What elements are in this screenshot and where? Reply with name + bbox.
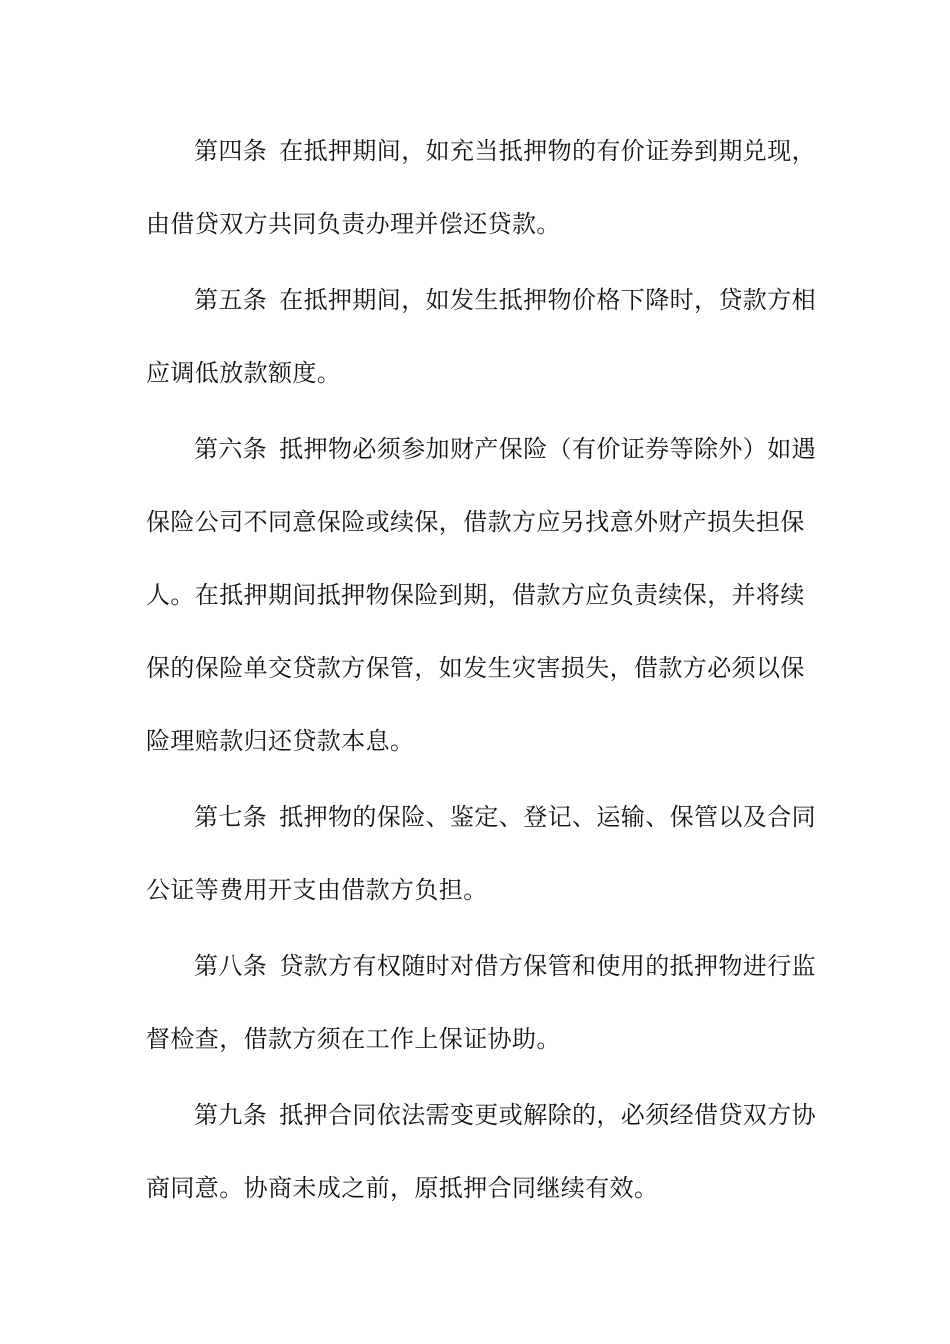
article-6-text-1: 抵押物必须参加财产保险（有价证券等除外）如遇 [279, 435, 817, 463]
article-4-paragraph [146, 127, 817, 273]
article-5-line-1 [146, 276, 817, 349]
article-8-line-2: 督检查，借款方须在工作上保证协助。 [146, 1025, 561, 1053]
article-7-number: 第七条 [194, 803, 268, 831]
article-5-number: 第五条 [194, 286, 268, 314]
article-6-line-5: 险理赔款归还贷款本息。 [146, 727, 415, 755]
article-8-line-1 [146, 942, 817, 1015]
article-7-paragraph [146, 793, 817, 939]
article-6-line-2: 保险公司不同意保险或续保，借款方应另找意外财产损失担保 [146, 508, 805, 536]
article-7-line-2: 公证等费用开支由借款方负担。 [146, 876, 488, 904]
article-5-paragraph [146, 276, 817, 422]
article-8-number: 第八条 [194, 952, 268, 980]
article-4-number: 第四条 [194, 137, 268, 165]
article-9-line-1 [146, 1091, 817, 1164]
article-6-line-3: 人。在抵押期间抵押物保险到期，借款方应负责续保，并将续 [146, 581, 805, 609]
article-7-text-1: 抵押物的保险、鉴定、登记、运输、保管以及合同 [279, 803, 817, 831]
article-4-text-1: 在抵押期间，如充当抵押物的有价证券到期兑现， [279, 137, 817, 165]
article-9-paragraph [146, 1091, 817, 1237]
article-7-line-1 [146, 793, 817, 866]
article-4-line-2: 由借贷双方共同负责办理并偿还贷款。 [146, 210, 561, 238]
article-6-line-4: 保的保险单交贷款方保管，如发生灾害损失，借款方必须以保 [146, 654, 805, 682]
article-5-text-1: 在抵押期间，如发生抵押物价格下降时，贷款方相 [279, 286, 817, 314]
article-4-line-1 [146, 127, 817, 200]
article-6-number: 第六条 [194, 435, 268, 463]
article-8-paragraph [146, 942, 817, 1088]
article-5-line-2: 应调低放款额度。 [146, 359, 342, 387]
article-9-line-2: 商同意。协商未成之前，原抵押合同继续有效。 [146, 1174, 659, 1202]
article-6-paragraph [146, 425, 817, 790]
contract-body [146, 127, 817, 1240]
article-9-text-1: 抵押合同依法需变更或解除的，必须经借贷双方协 [279, 1101, 817, 1129]
article-9-number: 第九条 [194, 1101, 268, 1129]
article-6-line-1 [146, 425, 817, 498]
article-8-text-1: 贷款方有权随时对借方保管和使用的抵押物进行监 [279, 952, 817, 980]
